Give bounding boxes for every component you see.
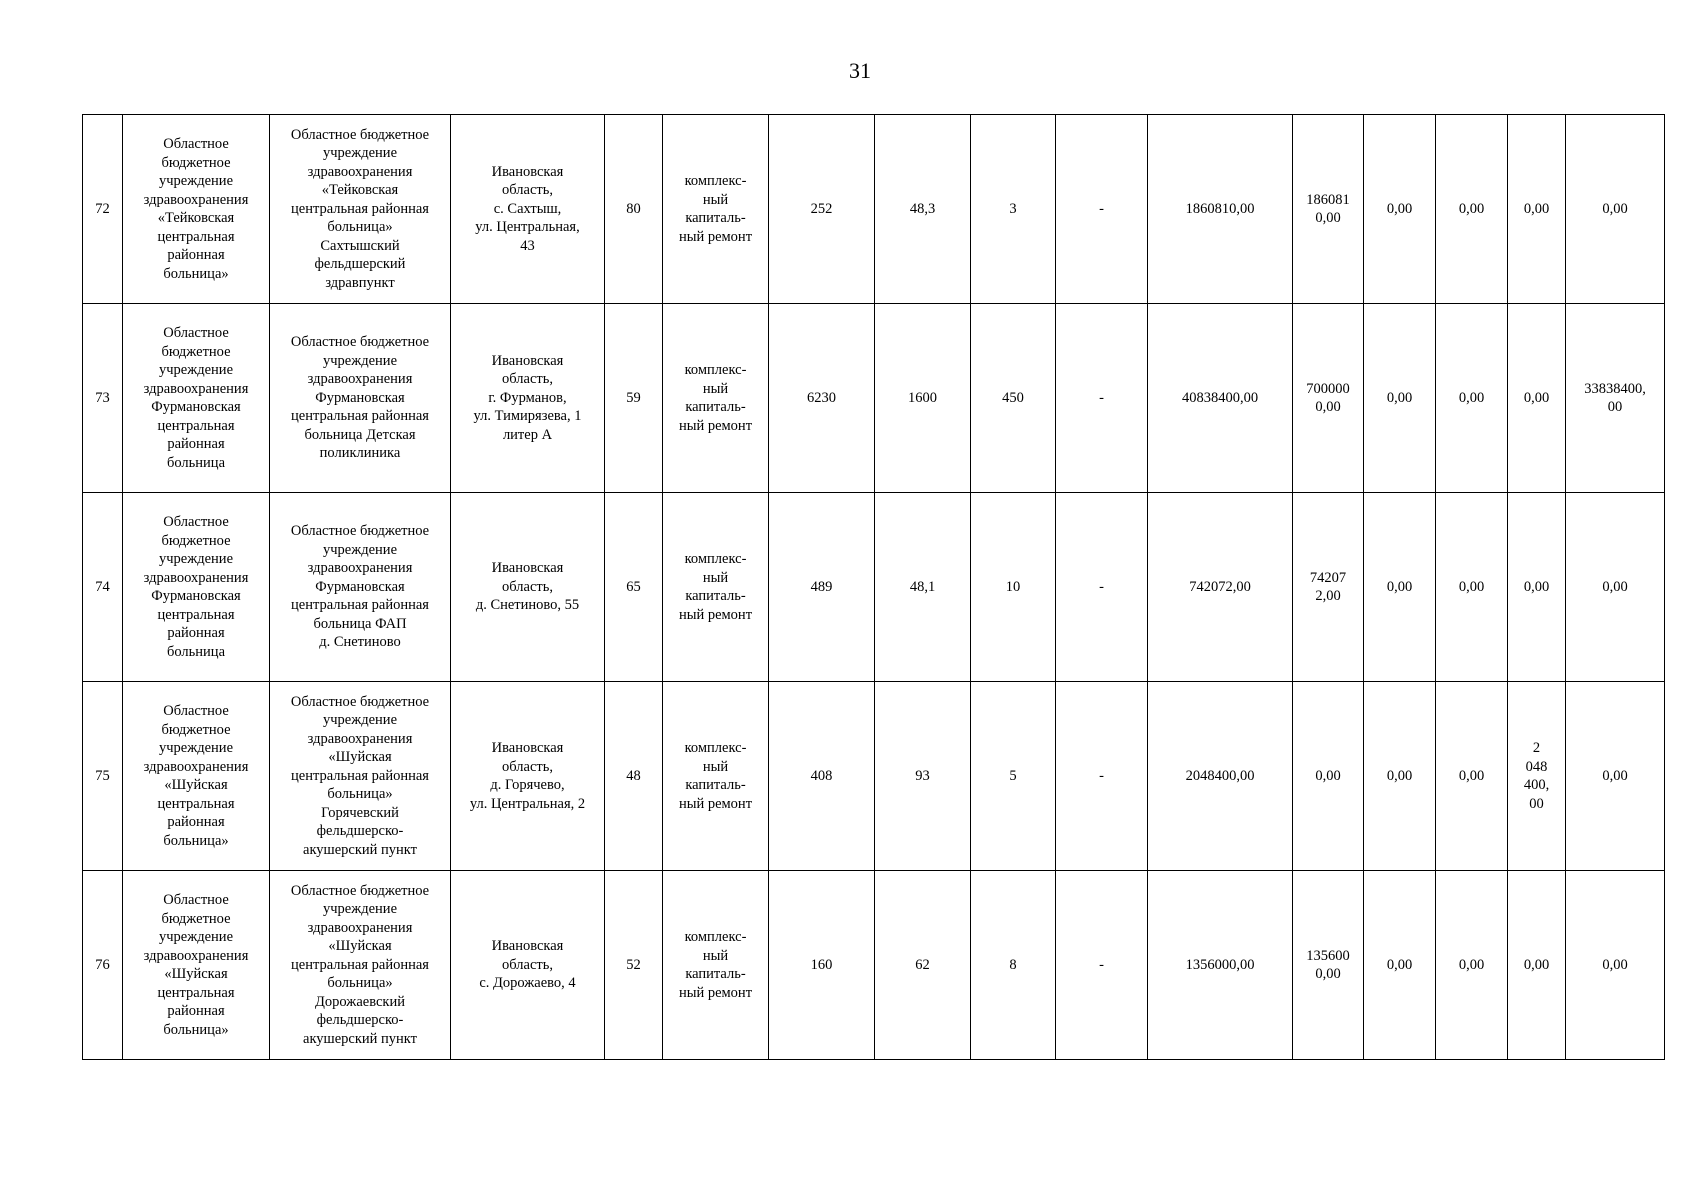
year-cell: 80: [605, 115, 663, 304]
cell-text-line: центральная районная: [291, 200, 429, 217]
facility-cell: [270, 493, 451, 682]
cell-text-line: акушерский пункт: [303, 1030, 417, 1047]
cell-text-line: с. Дорожаево, 4: [479, 975, 576, 992]
year-cell: 52: [605, 871, 663, 1060]
cell-text-line: 0,00: [1523, 389, 1550, 406]
cell-text-line: Областное бюджетное: [290, 693, 430, 710]
col14-cell: [1508, 493, 1566, 682]
cell-text-line: 0,00: [1523, 200, 1550, 217]
year-cell: 65: [605, 493, 663, 682]
cell-text-line: «Шуйская: [164, 777, 228, 793]
col15-cell: [1566, 871, 1665, 1060]
cell-text-line: комплекс-: [684, 551, 747, 567]
cell-text-line: 400,: [1523, 777, 1550, 793]
col13-cell: 0,00: [1436, 682, 1508, 871]
cell-text-line: больница ФАП: [313, 615, 407, 632]
area-cell: 6230: [769, 304, 875, 493]
row-number-cell: 76: [83, 871, 123, 1060]
cell-text-line: учреждение: [322, 145, 397, 162]
cell-text-line: капиталь-: [685, 399, 746, 415]
cell-text-line: ул. Тимирязева, 1: [473, 408, 582, 425]
institution-cell: [123, 304, 270, 493]
cell-text-line: здравоохранения: [307, 730, 413, 747]
total-cost-cell: 742072,00: [1148, 493, 1293, 682]
cell-text-line: больница»: [163, 832, 229, 849]
cell-text-line: Областное бюджетное: [290, 882, 430, 899]
cell-text-line: фельдшерско-: [316, 823, 404, 840]
total-cost-cell: 1356000,00: [1148, 871, 1293, 1060]
cell-text-line: ный ремонт: [678, 228, 753, 245]
cell-text-line: центральная районная: [291, 767, 429, 784]
cell-text-line: 0,00: [1315, 399, 1341, 415]
cell-text-line: учреждение: [158, 362, 233, 378]
cell-text-line: капиталь-: [685, 588, 746, 604]
col15-cell: [1566, 682, 1665, 871]
col11-cell: [1293, 871, 1364, 1060]
work-type-cell: [663, 493, 769, 682]
cell-text-line: д. Горячево,: [490, 777, 565, 793]
work-type-cell: [663, 682, 769, 871]
col9-cell: -: [1056, 682, 1148, 871]
cell-text-line: область,: [502, 758, 553, 775]
col12-cell: 0,00: [1364, 871, 1436, 1060]
cell-text-line: 0,00: [1602, 578, 1628, 595]
cell-text-line: «Шуйская: [328, 938, 392, 955]
cell-text-line: учреждение: [158, 929, 233, 945]
col13-cell: 0,00: [1436, 493, 1508, 682]
institution-cell: [123, 115, 270, 304]
address-cell: [451, 115, 605, 304]
col7-cell: 1600: [875, 304, 971, 493]
cell-text-line: Фурмановская: [315, 389, 405, 406]
col15-cell: [1566, 115, 1665, 304]
cell-text-line: 2,00: [1315, 588, 1341, 604]
cell-text-line: районная: [167, 625, 225, 641]
cell-text-line: 048: [1525, 758, 1548, 775]
cell-text-line: Областное: [163, 892, 229, 908]
col7-cell: 48,1: [875, 493, 971, 682]
cell-text-line: районная: [167, 1003, 225, 1019]
col7-cell: 62: [875, 871, 971, 1060]
address-cell: [451, 682, 605, 871]
cell-text-line: поликлиника: [319, 445, 401, 462]
cell-text-line: центральная: [157, 228, 235, 245]
col11-cell: [1293, 682, 1364, 871]
cell-text-line: больница Детская: [304, 426, 416, 443]
cell-text-line: бюджетное: [161, 154, 231, 171]
area-cell: 489: [769, 493, 875, 682]
cell-text-line: литер А: [502, 426, 553, 443]
area-cell: 160: [769, 871, 875, 1060]
cell-text-line: д. Снетиново: [319, 634, 401, 651]
cell-text-line: 00: [1529, 795, 1544, 812]
cell-text-line: бюджетное: [161, 343, 231, 360]
cell-text-line: 33838400,: [1584, 380, 1646, 397]
cell-text-line: больница»: [327, 219, 393, 236]
cell-text-line: Фурмановская: [151, 588, 241, 604]
col8-cell: 450: [971, 304, 1056, 493]
cell-text-line: ул. Центральная,: [475, 219, 580, 236]
work-type-cell: [663, 304, 769, 493]
col7-cell: 48,3: [875, 115, 971, 304]
cell-text-line: фельдшерско-: [316, 1012, 404, 1029]
cell-text-line: ный ремонт: [678, 984, 753, 1001]
cell-text-line: учреждение: [322, 901, 397, 918]
cell-text-line: комплекс-: [684, 362, 747, 378]
facility-cell: [270, 304, 451, 493]
col12-cell: 0,00: [1364, 115, 1436, 304]
col13-cell: 0,00: [1436, 304, 1508, 493]
cell-text-line: ул. Центральная, 2: [469, 795, 586, 812]
col14-cell: [1508, 871, 1566, 1060]
institution-cell: [123, 871, 270, 1060]
cell-text-line: Ивановская: [491, 560, 564, 577]
cell-text-line: больница: [167, 454, 225, 471]
col14-cell: [1508, 115, 1566, 304]
cell-text-line: 43: [520, 237, 535, 254]
cell-text-line: 0,00: [1315, 966, 1341, 982]
table-row: [83, 115, 1665, 304]
cell-text-line: комплекс-: [684, 929, 747, 945]
cell-text-line: здравоохранения: [307, 163, 413, 180]
col11-cell: [1293, 304, 1364, 493]
cell-text-line: 00: [1607, 399, 1623, 415]
col8-cell: 10: [971, 493, 1056, 682]
work-type-cell: [663, 871, 769, 1060]
col8-cell: 3: [971, 115, 1056, 304]
cell-text-line: область,: [502, 956, 553, 973]
institution-cell: [123, 682, 270, 871]
cell-text-line: здравоохранения: [143, 758, 249, 775]
row-number-cell: 72: [83, 115, 123, 304]
total-cost-cell: 2048400,00: [1148, 682, 1293, 871]
cell-text-line: 0,00: [1315, 210, 1341, 226]
col12-cell: 0,00: [1364, 682, 1436, 871]
cell-text-line: область,: [502, 182, 553, 199]
cell-text-line: ный ремонт: [678, 795, 753, 812]
col15-cell: [1566, 493, 1665, 682]
cell-text-line: ный: [702, 191, 729, 208]
cell-text-line: Ивановская: [491, 352, 564, 369]
cell-text-line: центральная: [157, 984, 235, 1001]
cell-text-line: учреждение: [158, 740, 233, 756]
cell-text-line: ный: [702, 569, 729, 586]
cell-text-line: Областное бюджетное: [290, 334, 430, 351]
cell-text-line: учреждение: [158, 173, 233, 189]
cell-text-line: бюджетное: [161, 532, 231, 549]
row-number-cell: 74: [83, 493, 123, 682]
cell-text-line: Горячевский: [321, 804, 399, 821]
cell-text-line: Ивановская: [491, 938, 564, 955]
row-number-cell: 73: [83, 304, 123, 493]
cell-text-line: здравоохранения: [307, 560, 413, 577]
cell-text-line: капиталь-: [685, 210, 746, 226]
cell-text-line: здравпункт: [325, 274, 395, 291]
cell-text-line: 0,00: [1602, 767, 1628, 784]
table-body: [83, 115, 1665, 1060]
cell-text-line: д. Снетиново, 55: [475, 597, 580, 614]
col8-cell: 5: [971, 682, 1056, 871]
cell-text-line: Ивановская: [491, 740, 564, 756]
facility-cell: [270, 682, 451, 871]
cell-text-line: Областное: [163, 514, 229, 530]
cell-text-line: центральная районная: [291, 597, 429, 614]
col9-cell: -: [1056, 871, 1148, 1060]
cell-text-line: ный: [702, 947, 729, 964]
cell-text-line: г. Фурманов,: [488, 389, 567, 406]
cell-text-line: 0,00: [1602, 956, 1628, 973]
year-cell: 48: [605, 682, 663, 871]
cell-text-line: Сахтышский: [320, 237, 400, 254]
table-row: [83, 493, 1665, 682]
cell-text-line: районная: [167, 814, 225, 830]
cell-text-line: бюджетное: [161, 721, 231, 738]
cell-text-line: 700000: [1306, 380, 1350, 397]
work-type-cell: [663, 115, 769, 304]
cell-text-line: Областное: [163, 136, 229, 152]
col11-cell: [1293, 493, 1364, 682]
cell-text-line: ный: [702, 758, 729, 775]
cell-text-line: здравоохранения: [143, 947, 249, 964]
cell-text-line: здравоохранения: [307, 371, 413, 388]
cell-text-line: ный ремонт: [678, 417, 753, 434]
cell-text-line: больница»: [163, 265, 229, 282]
cell-text-line: 135600: [1306, 947, 1350, 964]
cell-text-line: учреждение: [322, 352, 397, 369]
cell-text-line: Областное: [163, 325, 229, 341]
cell-text-line: больница»: [327, 975, 393, 992]
row-number-cell: 75: [83, 682, 123, 871]
cell-text-line: Фурмановская: [315, 578, 405, 595]
cell-text-line: ный: [702, 380, 729, 397]
col15-cell: [1566, 304, 1665, 493]
cell-text-line: 0,00: [1523, 578, 1550, 595]
cell-text-line: область,: [502, 371, 553, 388]
cell-text-line: центральная районная: [291, 956, 429, 973]
area-cell: 252: [769, 115, 875, 304]
col11-cell: [1293, 115, 1364, 304]
facility-cell: [270, 115, 451, 304]
cell-text-line: Областное: [163, 703, 229, 719]
cell-text-line: здравоохранения: [143, 569, 249, 586]
cell-text-line: Фурмановская: [151, 399, 241, 415]
cell-text-line: районная: [167, 436, 225, 452]
cell-text-line: 74207: [1309, 569, 1347, 586]
cell-text-line: 0,00: [1523, 956, 1550, 973]
cell-text-line: бюджетное: [161, 910, 231, 927]
cell-text-line: 186081: [1306, 191, 1350, 208]
cell-text-line: здравоохранения: [307, 919, 413, 936]
cell-text-line: Дорожаевский: [315, 993, 405, 1010]
col14-cell: [1508, 682, 1566, 871]
cell-text-line: 0,00: [1315, 767, 1341, 784]
cell-text-line: «Тейковская: [157, 210, 235, 226]
table-row: [83, 304, 1665, 493]
col13-cell: 0,00: [1436, 871, 1508, 1060]
cell-text-line: капиталь-: [685, 966, 746, 982]
col12-cell: 0,00: [1364, 493, 1436, 682]
total-cost-cell: 40838400,00: [1148, 304, 1293, 493]
cell-text-line: область,: [502, 578, 553, 595]
cell-text-line: 0,00: [1602, 200, 1628, 217]
address-cell: [451, 493, 605, 682]
cell-text-line: Областное бюджетное: [290, 126, 430, 143]
cell-text-line: «Шуйская: [164, 966, 228, 982]
address-cell: [451, 304, 605, 493]
col12-cell: 0,00: [1364, 304, 1436, 493]
cell-text-line: центральная: [157, 795, 235, 812]
cell-text-line: больница»: [327, 786, 393, 803]
cell-text-line: районная: [167, 247, 225, 263]
cell-text-line: «Шуйская: [328, 749, 392, 766]
cell-text-line: комплекс-: [684, 173, 747, 189]
year-cell: 59: [605, 304, 663, 493]
col14-cell: [1508, 304, 1566, 493]
page-number: 31: [849, 58, 871, 83]
total-cost-cell: 1860810,00: [1148, 115, 1293, 304]
cell-text-line: акушерский пункт: [303, 841, 417, 858]
area-cell: 408: [769, 682, 875, 871]
cell-text-line: ный ремонт: [678, 606, 753, 623]
address-cell: [451, 871, 605, 1060]
cell-text-line: центральная районная: [291, 408, 429, 425]
cell-text-line: комплекс-: [684, 740, 747, 756]
col9-cell: -: [1056, 115, 1148, 304]
cell-text-line: 2: [1532, 740, 1541, 756]
cell-text-line: с. Сахтыш,: [493, 200, 562, 217]
repair-program-table: [82, 114, 1665, 1060]
col9-cell: -: [1056, 304, 1148, 493]
cell-text-line: учреждение: [322, 712, 397, 729]
cell-text-line: капиталь-: [685, 777, 746, 793]
cell-text-line: центральная: [157, 417, 235, 434]
cell-text-line: больница»: [163, 1021, 229, 1038]
cell-text-line: Ивановская: [491, 163, 564, 180]
table-row: [83, 871, 1665, 1060]
cell-text-line: «Тейковская: [321, 182, 399, 199]
cell-text-line: центральная: [157, 606, 235, 623]
col13-cell: 0,00: [1436, 115, 1508, 304]
cell-text-line: фельдшерский: [314, 256, 406, 273]
table-row: [83, 682, 1665, 871]
institution-cell: [123, 493, 270, 682]
col8-cell: 8: [971, 871, 1056, 1060]
cell-text-line: учреждение: [158, 551, 233, 567]
cell-text-line: Областное бюджетное: [290, 523, 430, 540]
col9-cell: -: [1056, 493, 1148, 682]
cell-text-line: учреждение: [322, 541, 397, 558]
facility-cell: [270, 871, 451, 1060]
cell-text-line: здравоохранения: [143, 191, 249, 208]
cell-text-line: здравоохранения: [143, 380, 249, 397]
col7-cell: 93: [875, 682, 971, 871]
cell-text-line: больница: [167, 643, 225, 660]
